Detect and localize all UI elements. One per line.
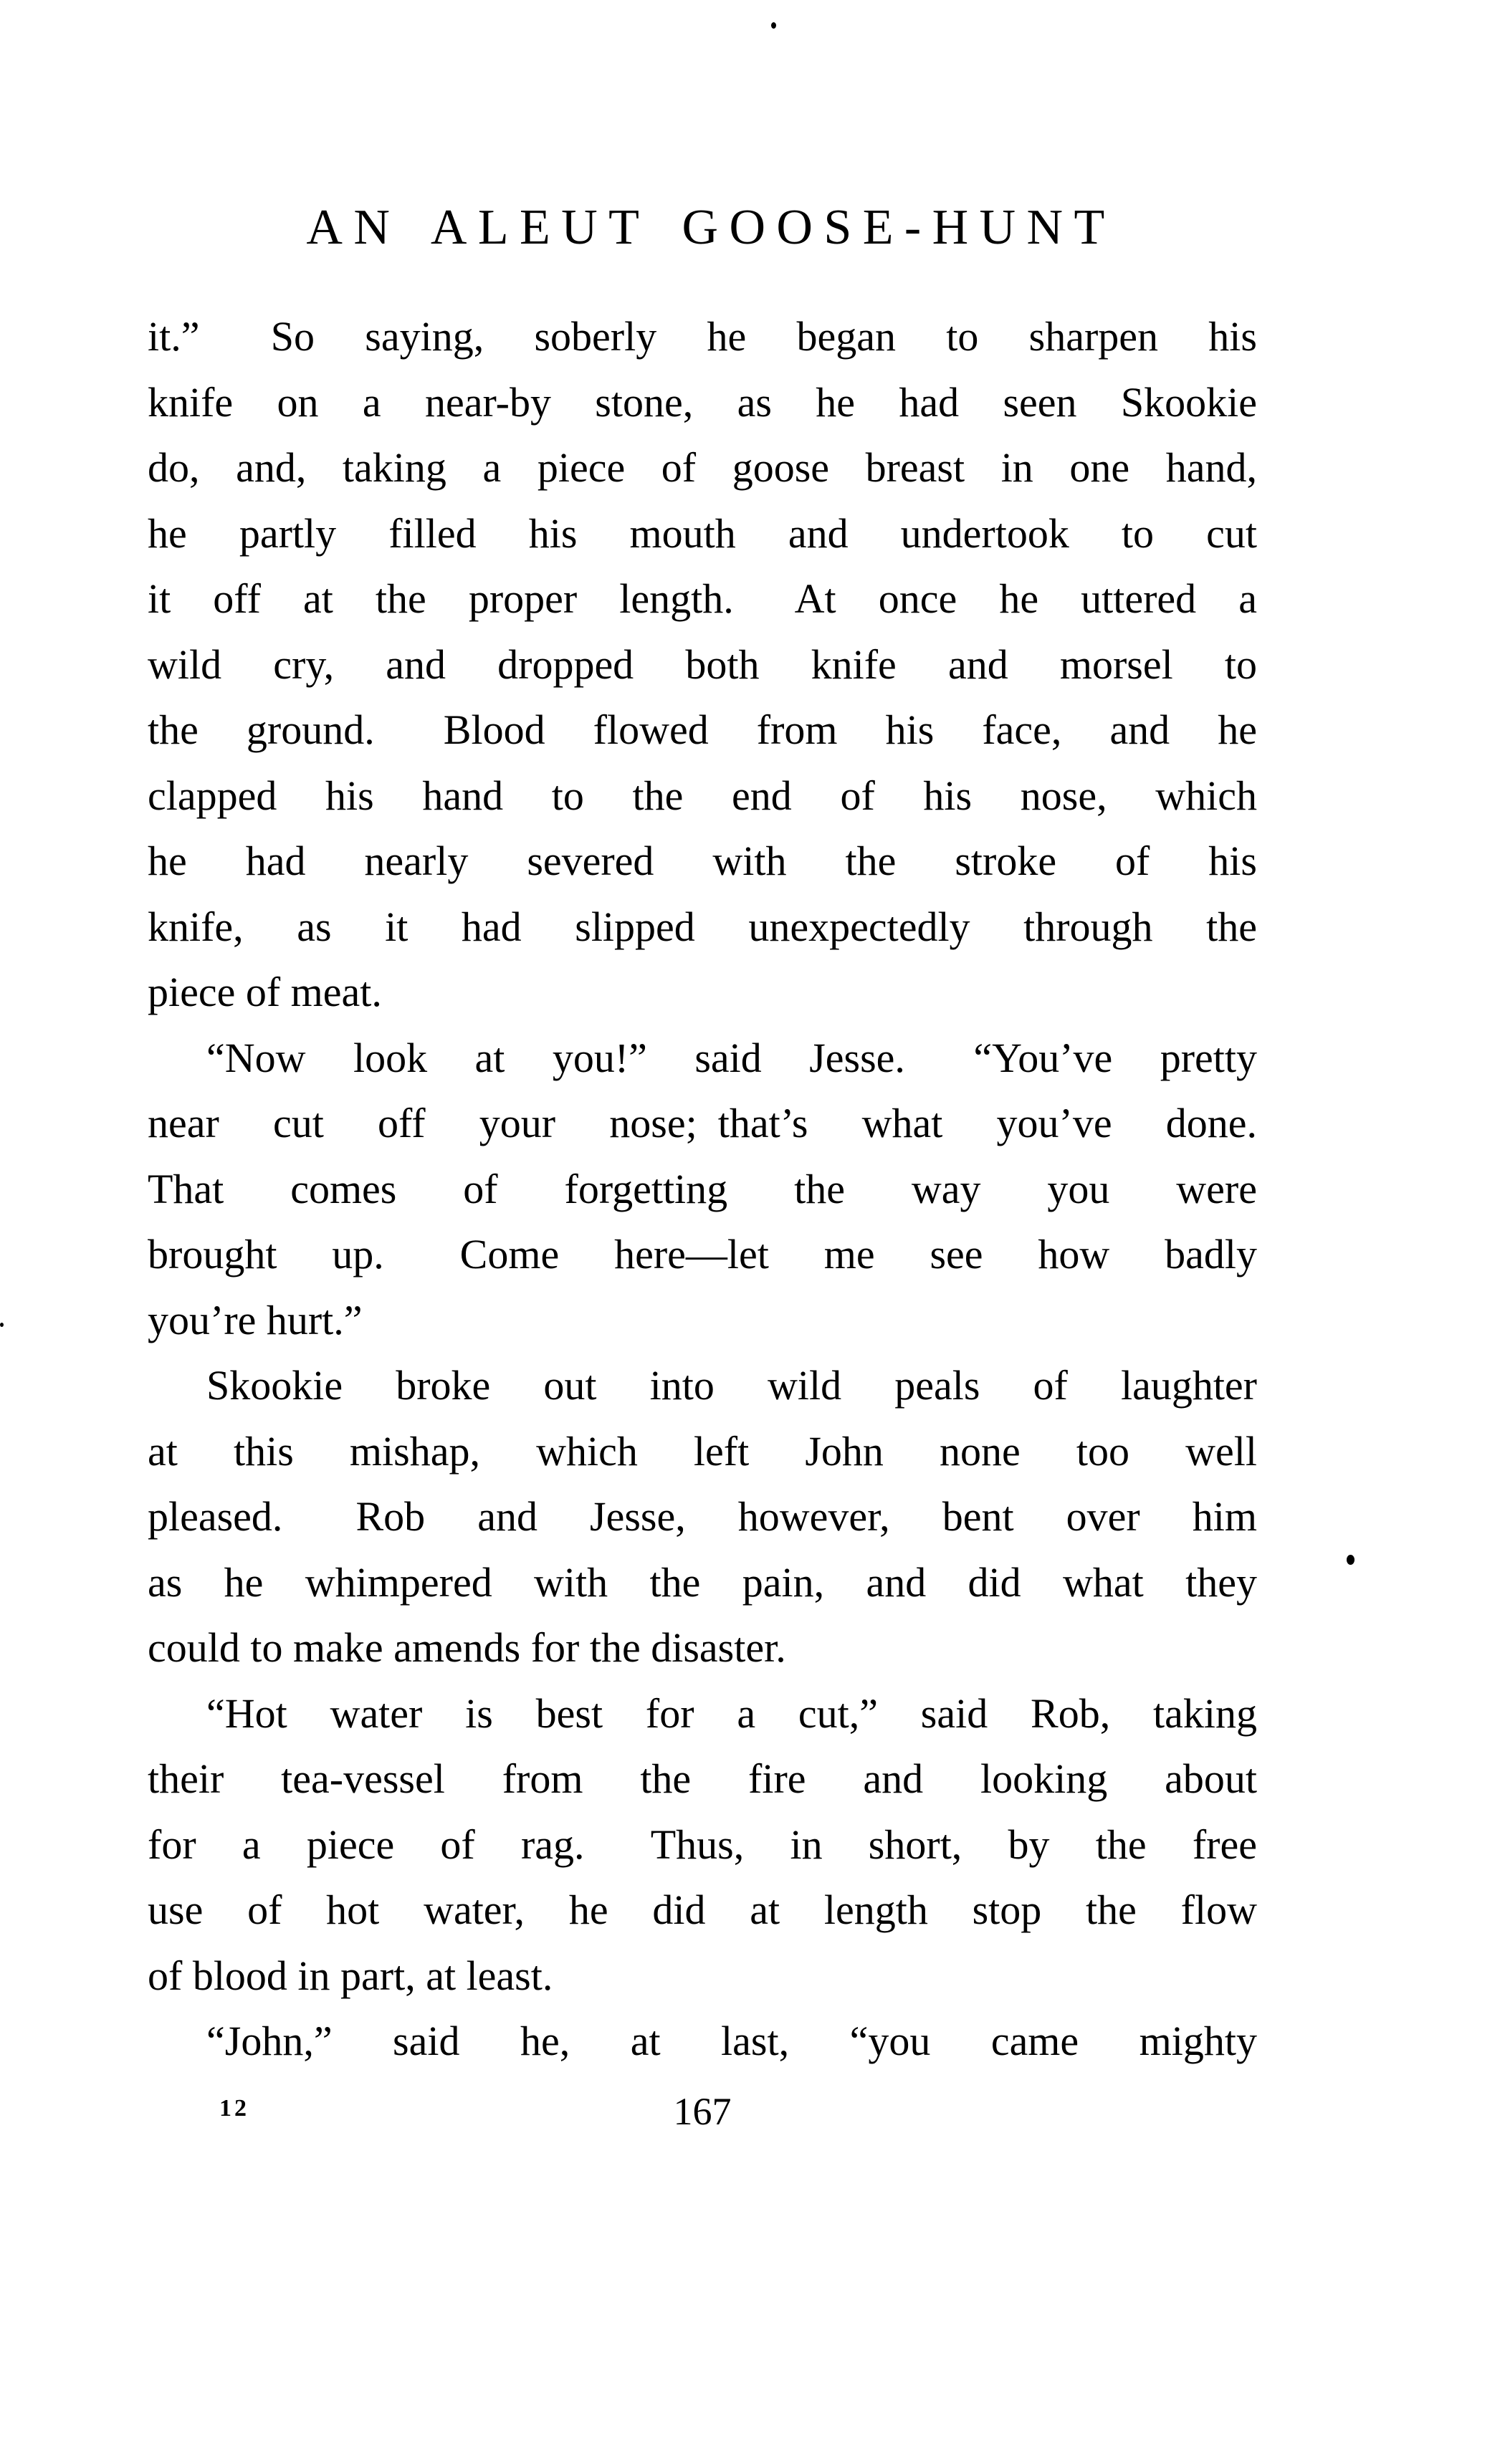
text-line: pleased. Rob and Jesse, however, bent over him (148, 1493, 1257, 1540)
text-line: as he whimpered with the pain, and did what they (148, 1558, 1257, 1606)
text-line: piece of meat. (148, 969, 382, 1015)
text-line: their tea-vessel from the fire and looking about (148, 1755, 1257, 1802)
text-line: Skookie broke out into wild peals of laughter (206, 1362, 1257, 1409)
text-line: knife on a near-by stone, as he had seen Skookie (148, 378, 1257, 426)
text-line: it.” So saying, soberly he began to sharpen his (148, 313, 1257, 360)
text-line: he partly filled his mouth and undertook to cut (148, 509, 1257, 557)
text-line: at this mishap, which left John none too well (148, 1427, 1257, 1475)
text-line: brought up. Come here—let me see how badly (148, 1231, 1257, 1277)
text-line: do, and, taking a piece of goose breast in one hand, (148, 444, 1257, 491)
text-line: wild cry, and dropped both knife and morsel to (148, 641, 1257, 688)
page-title: AN ALEUT GOOSE-HUNT (306, 200, 1116, 255)
text-line: “Now look at you!” said Jesse. “You’ve pretty (206, 1034, 1257, 1081)
text-line: “Hot water is best for a cut,” said Rob, taking (206, 1689, 1257, 1737)
body-text (148, 304, 1257, 2074)
text-line: could to make amends for the disaster. (148, 1624, 786, 1671)
text-line: use of hot water, he did at length stop the flow (148, 1887, 1257, 1933)
text-line: you’re hurt.” (148, 1296, 363, 1343)
text-line: That comes of forgetting the way you were (148, 1165, 1257, 1212)
page-number: 167 (673, 2090, 732, 2133)
text-line: knife, as it had slipped unexpectedly through the (148, 903, 1257, 950)
text-line: clapped his hand to the end of his nose, which (148, 772, 1257, 819)
signature-mark: 12 (219, 2095, 249, 2122)
text-line: he had nearly severed with the stroke of his (148, 838, 1257, 884)
text-line: for a piece of rag. Thus, in short, by the free (148, 1821, 1257, 1868)
ink-speck-left (0, 1323, 4, 1327)
text-line: near cut off your nose; that’s what you’ve done. (148, 1100, 1257, 1146)
text-line: “John,” said he, at last, “you came mighty (206, 2018, 1257, 2064)
text-line: it off at the proper length. At once he uttered a (148, 575, 1257, 622)
ink-speck-right (1347, 1555, 1354, 1565)
text-line: of blood in part, at least. (148, 1952, 553, 1999)
text-line: the ground. Blood flowed from his face, and he (148, 706, 1257, 753)
ink-speck-top (771, 22, 776, 29)
